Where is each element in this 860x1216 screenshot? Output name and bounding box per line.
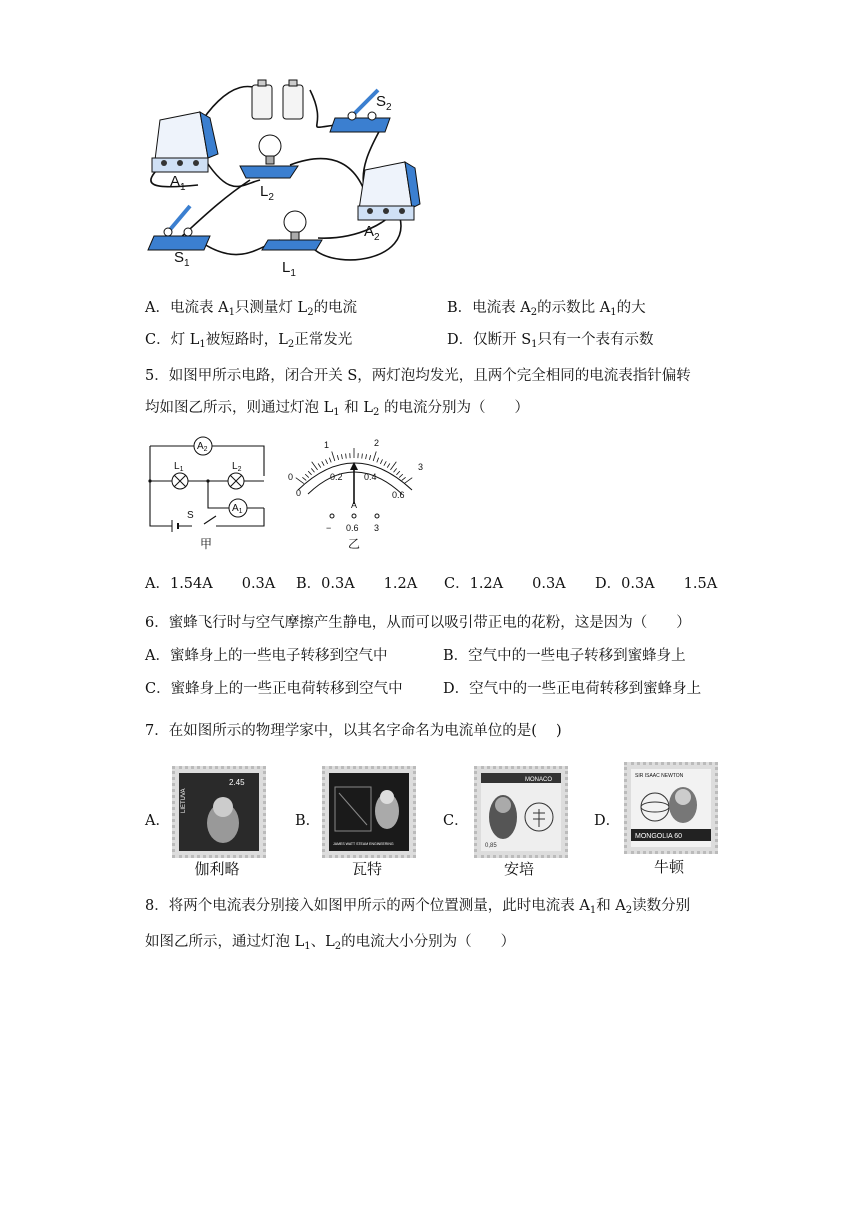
- q6-stem: 6．蜜蜂飞行时与空气摩擦产生静电，从而可以吸引带正电的花粉，这是因为（ ）: [145, 615, 691, 631]
- svg-text:L2: $L_2$: [232, 461, 242, 473]
- svg-text:JAMES WATT STEAM ENGINEERING: JAMES WATT STEAM ENGINEERING: [333, 842, 394, 846]
- dial-tick: [366, 454, 367, 459]
- dial-tick: [337, 455, 338, 460]
- dial-tick: [322, 461, 324, 465]
- dial-tick: [402, 477, 406, 480]
- dial-tick: [394, 468, 397, 472]
- dial-tick: [332, 452, 335, 462]
- svg-text:A2: $A_2$: [197, 441, 208, 453]
- dial-tick: [399, 474, 403, 477]
- q7-caption-galileo: 伽利略: [194, 860, 240, 878]
- q4-option-a[interactable]: A．电流表 $A_1$只测量灯 $L_2$的电流: [145, 300, 358, 318]
- dial-tick: [380, 459, 382, 464]
- q4-option-c[interactable]: C．灯 $L_1$被短路时，$L_2$正常发光: [145, 332, 353, 350]
- dial-tick: [329, 458, 331, 463]
- q7-caption-watt: 瓦特: [351, 860, 382, 878]
- dial-tick: [325, 459, 327, 464]
- battery-icon: [252, 80, 303, 119]
- svg-text:0: 0: [296, 488, 302, 498]
- q5-circuit-diagram: [142, 436, 272, 552]
- q7-caption-newton: 牛顿: [653, 858, 684, 876]
- dial-tick: [312, 462, 318, 470]
- q8-stem-line1: 8．将两个电流表分别接入如图甲所示的两个位置测量，此时电流表 $A_1$和 $A_2$读数分别: [145, 898, 691, 916]
- dial-tick: [346, 454, 347, 459]
- svg-text:S: S: [187, 510, 194, 521]
- dial-tick: [404, 478, 412, 484]
- q6-option-b[interactable]: B．空气中的一些电子转移到蜜蜂身上: [443, 648, 686, 664]
- dial-tick: [341, 454, 342, 459]
- stamp-newton[interactable]: [624, 762, 718, 854]
- q5-stem-line1: 5．如图甲所示电路，闭合开关 S，两灯泡均发光，且两个完全相同的电流表指针偏转: [145, 368, 691, 384]
- svg-text:A1: $A_1$: [232, 503, 243, 515]
- q8-stem-line2: 如图乙所示，通过灯泡 $L_1$、$L_2$的电流大小分别为（ ）: [145, 934, 516, 952]
- svg-text:1: 1: [324, 440, 330, 450]
- ammeter-a1-icon: [152, 112, 218, 172]
- svg-text:0.6: 0.6: [392, 490, 405, 500]
- stamp-galileo[interactable]: [172, 766, 266, 858]
- q6-option-a[interactable]: A．蜜蜂身上的一些电子转移到空气中: [145, 648, 388, 664]
- dial-tick: [305, 474, 309, 477]
- svg-text:A: A: [351, 500, 358, 510]
- svg-text:2: 2: [374, 438, 380, 448]
- q6-option-c[interactable]: C．蜜蜂身上的一些正电荷转移到空气中: [145, 681, 403, 697]
- dial-tick: [362, 454, 363, 459]
- dial-tick: [396, 471, 399, 475]
- svg-text:0.6: 0.6: [346, 523, 359, 533]
- svg-text:SIR ISAAC NEWTON: SIR ISAAC NEWTON: [635, 773, 684, 779]
- q5-ammeter-dial: [280, 436, 430, 554]
- stamp-ampere[interactable]: [474, 766, 568, 858]
- q7-option-d-letter[interactable]: D．: [594, 813, 621, 829]
- q7-stem: 7．在如图所示的物理学家中，以其名字命名为电流单位的是( ): [145, 723, 562, 739]
- label-a2: $A_2$: [364, 223, 380, 243]
- svg-text:L1: $L_1$: [174, 461, 184, 473]
- svg-text:MONGOLIA 60: MONGOLIA 60: [635, 833, 683, 840]
- svg-text:0: 0: [288, 472, 294, 482]
- q5-stem-line2: 均如图乙所示，则通过灯泡 $L_1$ 和 $L_2$ 的电流分别为（ ）: [145, 400, 529, 418]
- label-l2: $L_2$: [260, 183, 274, 203]
- ammeter-a2-icon: [358, 162, 420, 220]
- bulb-l1-icon: [262, 211, 322, 250]
- dial-tick: [377, 458, 379, 463]
- q7-option-b-letter[interactable]: B．: [295, 813, 321, 829]
- svg-text:0,85: 0,85: [485, 843, 497, 849]
- svg-text:甲: 甲: [200, 537, 213, 551]
- q4-option-d[interactable]: D．仅断开 $S_1$只有一个表有示数: [447, 332, 654, 350]
- q7-caption-ampere: 安培: [503, 860, 534, 878]
- q4-option-b[interactable]: B．电流表 $A_2$的示数比 $A_1$的大: [447, 300, 646, 318]
- svg-text:−: −: [326, 523, 332, 533]
- q5-option-c[interactable]: C．1.2A 0.3A: [444, 576, 566, 592]
- label-a1: $A_1$: [170, 173, 186, 193]
- q5-option-a[interactable]: A．1.54A 0.3A: [145, 576, 276, 592]
- svg-text:MONACO: MONACO: [525, 777, 552, 783]
- dial-tick: [390, 462, 396, 470]
- q4-circuit-figure: [140, 70, 430, 285]
- q6-option-d[interactable]: D．空气中的一些正电荷转移到蜜蜂身上: [443, 681, 702, 697]
- svg-text:2.45: 2.45: [229, 778, 245, 787]
- dial-tick: [384, 461, 386, 465]
- svg-text:0.2: 0.2: [330, 472, 343, 482]
- q5-option-b[interactable]: B．0.3A 1.2A: [296, 576, 418, 592]
- bulb-l2-icon: [240, 135, 298, 178]
- dial-tick: [318, 463, 321, 467]
- svg-text:乙: 乙: [348, 537, 361, 551]
- dial-tick: [369, 455, 370, 460]
- q7-option-a-letter[interactable]: A．: [145, 813, 170, 829]
- dial-tick: [373, 452, 376, 462]
- q7-option-c-letter[interactable]: C．: [443, 813, 469, 829]
- stamp-watt[interactable]: [322, 766, 416, 858]
- dial-tick: [302, 477, 306, 480]
- switch-s1-icon: [148, 206, 210, 250]
- dial-tick: [387, 463, 390, 467]
- svg-text:LIETUVA: LIETUVA: [181, 788, 187, 813]
- svg-text:0.4: 0.4: [364, 472, 377, 482]
- label-l1: $L_1$: [282, 259, 296, 279]
- dial-tick: [311, 468, 314, 472]
- dial-tick: [308, 471, 311, 475]
- svg-text:3: 3: [418, 462, 424, 472]
- dial-tick: [296, 478, 304, 484]
- label-s2: $S_2$: [376, 93, 392, 113]
- label-s1: $S_1$: [174, 249, 190, 269]
- svg-text:3: 3: [374, 523, 380, 533]
- q5-option-d[interactable]: D．0.3A 1.5A: [595, 576, 718, 592]
